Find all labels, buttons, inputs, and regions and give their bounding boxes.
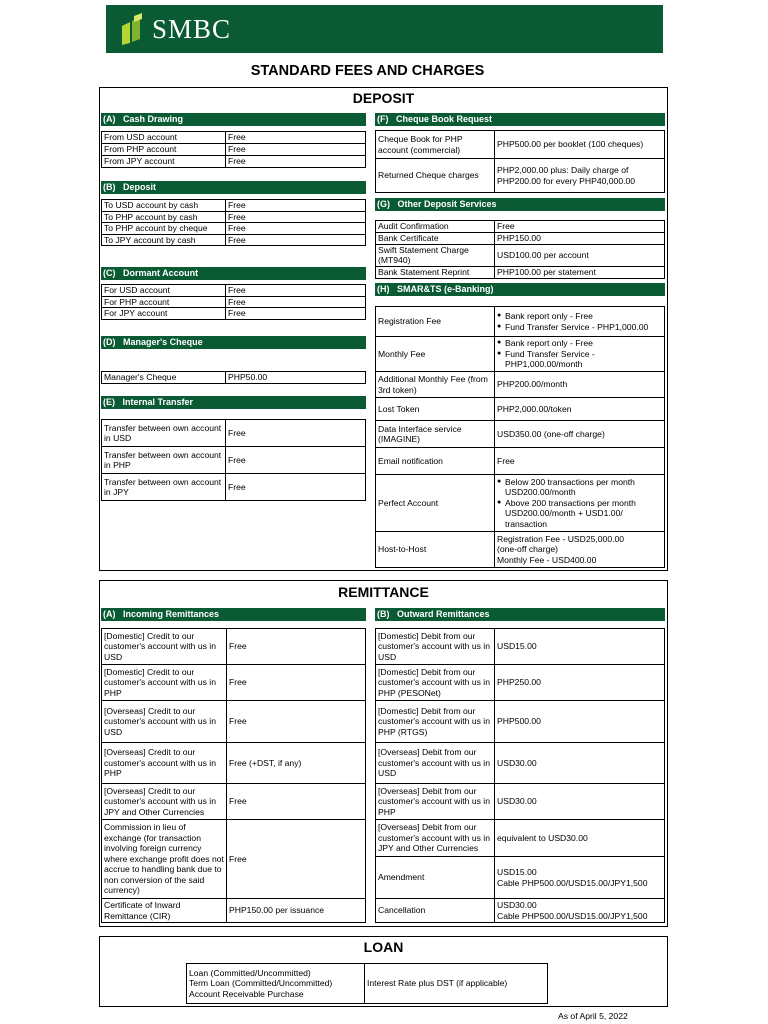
fee-label: Manager's Cheque [102,372,226,384]
loan-table [186,963,548,1004]
fee-value: Free [227,701,366,743]
fee-value: Free [227,784,366,820]
smbc-logo [120,13,231,45]
table-row [102,899,366,923]
managers-cheque-header: (D) Manager's Cheque [101,336,366,349]
tier-detail: USD200.00/month + USD1.00/ transaction [505,508,623,529]
smbc-logo-mark-icon [120,13,144,45]
fee-value: Free [495,448,665,475]
cash-drawing-table [101,131,366,168]
table-row [376,743,665,784]
table-row [102,629,366,665]
fee-value: Free [227,665,366,701]
fee-label: Cancellation [376,899,495,923]
deposit-header: (B) Deposit [101,181,366,194]
smarts-table [375,306,665,568]
tier-head: Above 200 transactions per month [505,497,636,508]
tier-detail: USD200.00/month [505,487,576,498]
smbc-banner [106,5,663,53]
fee-label: [Domestic] Debit from our customer's account with us in PHP (RTGS) [376,701,495,743]
list-item: ● Bank report only - Free [497,311,662,321]
fee-label: Amendment [376,857,495,899]
as-of-date: As of April 5, 2022 [558,1011,628,1021]
table-row [376,629,665,665]
fee-label: Commission in lieu of exchange (for transaction involving foreign currency where exchange profit does not accrue to handling bank due to non conversion of the said currency) [102,820,227,899]
fee-label: Cheque Book for PHP account (commercial) [376,131,495,159]
fee-line: USD30.00 [497,900,537,911]
fee-label: To USD account by cash [102,200,226,212]
fee-label: From JPY account [102,156,226,168]
table-row [187,964,548,1004]
fee-label: Bank Statement Reprint [376,266,495,278]
fee-value: Free [226,132,366,144]
fee-value: Free (+DST, if any) [227,743,366,784]
list-item [497,477,662,498]
fee-value: Free [226,200,366,212]
fee-line: Cable PHP500.00/USD15.00/JPY1,500 [497,877,648,888]
fee-label: Data Interface service (IMAGINE) [376,421,495,448]
fee-value: USD30.00 [495,743,665,784]
fee-value: PHP100.00 per statement [495,266,665,278]
fee-value: Free [226,144,366,156]
fee-label: To PHP account by cash [102,211,226,223]
fee-value: Free [227,629,366,665]
table-row [376,421,665,448]
table-row [376,398,665,421]
fee-value: Free [226,474,366,501]
loan-type: Loan (Committed/Uncommitted) [189,967,311,978]
dormant-account-table [101,284,366,320]
fee-label: Additional Monthly Fee (from 3rd token) [376,372,495,398]
table-row [102,156,366,168]
fee-label: For JPY account [102,308,226,320]
fee-value: Free [226,223,366,235]
fee-value: Free [227,820,366,899]
fee-value: Free [495,221,665,233]
other-deposit-table [375,220,665,279]
fee-value [495,475,665,532]
fee-label: Registration Fee [376,307,495,337]
table-row [376,857,665,899]
fee-label: [Domestic] Credit to our customer's account with us in PHP [102,665,227,701]
fee-value: USD30.00 [495,784,665,820]
fee-value: Free [226,285,366,297]
fee-value: PHP150.00 per issuance [227,899,366,923]
fee-value: Free [226,234,366,246]
fee-value: Interest Rate plus DST (if applicable) [365,964,548,1004]
loan-type: Term Loan (Committed/Uncommitted) [189,978,333,989]
incoming-remittances-table [101,628,366,923]
fee-label: [Domestic] Debit from our customer's account with us in PHP (PESONet) [376,665,495,701]
table-row [102,200,366,212]
dormant-account-header: (C) Dormant Account [101,267,366,280]
table-row [102,132,366,144]
fee-value: PHP50.00 [226,372,366,384]
table-row [102,784,366,820]
fee-value: equivalent to USD30.00 [495,820,665,857]
fee-label: [Overseas] Debit from our customer's account with us in USD [376,743,495,784]
table-row [102,701,366,743]
fee-value: USD350.00 (one-off charge) [495,421,665,448]
fee-label: Swift Statement Charge (MT940) [376,245,495,267]
fee-value: PHP2,000.00 plus: Daily charge of PHP200.00 for every PHP40,000.00 [495,159,665,193]
table-row [102,743,366,784]
cheque-book-table [375,130,665,193]
table-row [102,372,366,384]
fee-value [495,857,665,899]
table-row [102,308,366,320]
table-row [102,211,366,223]
fee-label: Lost Token [376,398,495,421]
table-row [376,448,665,475]
fee-value: PHP200.00/month [495,372,665,398]
fee-label: Host-to-Host [376,532,495,568]
table-row [376,899,665,923]
tier-head: Below 200 transactions per month [505,476,635,487]
list-item [497,498,662,529]
table-row [376,233,665,245]
fee-label: [Overseas] Credit to our customer's account with us in PHP [102,743,227,784]
table-row [376,784,665,820]
loan-title: LOAN [363,939,404,955]
fee-label: From USD account [102,132,226,144]
loan-section [99,936,668,1007]
table-row [376,372,665,398]
fee-label: To JPY account by cash [102,234,226,246]
fee-line: Registration Fee - USD25,000.00 [497,533,625,544]
table-row [102,285,366,297]
deposit-table [101,199,366,246]
table-row [376,159,665,193]
fee-value: Free [226,447,366,474]
table-row [376,820,665,857]
table-row [376,266,665,278]
table-row [102,820,366,899]
table-row [376,475,665,532]
fee-line: USD15.00 [497,867,537,878]
fee-label: Monthly Fee [376,337,495,372]
fee-value: PHP150.00 [495,233,665,245]
outward-remittances-table [375,628,665,923]
table-row [102,447,366,474]
table-row [102,665,366,701]
fee-value: Free [226,420,366,447]
table-row [376,532,665,568]
remittance-title: REMITTANCE [338,584,429,600]
cheque-book-header: (F) Cheque Book Request [375,113,665,126]
fee-value [495,899,665,923]
fee-label: From PHP account [102,144,226,156]
table-row [376,337,665,372]
list-item: ● Bank report only - Free [497,338,662,348]
fee-value: USD100.00 per account [495,245,665,267]
fee-label: Audit Confirmation [376,221,495,233]
fee-label [187,964,365,1004]
smbc-logo-text: SMBC [152,13,232,44]
table-row [376,307,665,337]
fee-label: Perfect Account [376,475,495,532]
smarts-header: (H) SMAR&TS (e-Banking) [375,283,665,296]
fee-value [495,337,665,372]
fee-label: For PHP account [102,296,226,308]
fee-value: Free [226,296,366,308]
fee-value: PHP2,000.00/token [495,398,665,421]
table-row [102,296,366,308]
document-title: STANDARD FEES AND CHARGES [250,63,485,79]
loan-type: Account Receivable Purchase [189,988,304,999]
table-row [376,131,665,159]
internal-transfer-header: (E) Internal Transfer [101,396,366,409]
fee-label: Returned Cheque charges [376,159,495,193]
fee-line: (one-off charge) [497,544,558,555]
fee-value: PHP250.00 [495,665,665,701]
table-row [102,234,366,246]
fee-label: [Domestic] Credit to our customer's account with us in USD [102,629,227,665]
fee-value [495,307,665,337]
table-row [102,474,366,501]
other-deposit-header: (G) Other Deposit Services [375,198,665,211]
remittance-section [99,580,668,927]
fee-label: [Overseas] Credit to our customer's account with us in JPY and Other Currencies [102,784,227,820]
list-item: ● Fund Transfer Service - PHP1,000.00 [497,322,662,332]
fee-label: [Overseas] Credit to our customer's account with us in USD [102,701,227,743]
cash-drawing-header: (A) Cash Drawing [101,113,366,126]
fee-label: Email notification [376,448,495,475]
fee-value: Free [226,211,366,223]
fee-label: Transfer between own account in USD [102,420,226,447]
fee-label: To PHP account by cheque [102,223,226,235]
fee-label: Certificate of Inward Remittance (CIR) [102,899,227,923]
fee-label: [Overseas] Debit from our customer's account with us in JPY and Other Currencies [376,820,495,857]
fee-value: USD15.00 [495,629,665,665]
fee-label: Bank Certificate [376,233,495,245]
fee-label: For USD account [102,285,226,297]
fee-label: [Overseas] Debit from our customer's account with us in PHP [376,784,495,820]
outward-remittances-header: (B) Outward Remittances [375,608,665,621]
table-row [376,245,665,267]
table-row [102,420,366,447]
fee-value: Free [226,156,366,168]
table-row [102,223,366,235]
fee-line: Cable PHP500.00/USD15.00/JPY1,500 [497,910,648,921]
fee-label: [Domestic] Debit from our customer's account with us in USD [376,629,495,665]
internal-transfer-table [101,419,366,501]
deposit-section [99,87,668,571]
fee-value [495,532,665,568]
fee-value: PHP500.00 [495,701,665,743]
fee-value: Free [226,308,366,320]
table-row [376,665,665,701]
table-row [376,701,665,743]
table-row [102,144,366,156]
list-item: ● Fund Transfer Service - PHP1,000.00/month [497,349,662,370]
managers-cheque-table [101,371,366,384]
fee-label: Transfer between own account in PHP [102,447,226,474]
fee-line: Monthly Fee - USD400.00 [497,554,597,565]
table-row [376,221,665,233]
fee-label: Transfer between own account in JPY [102,474,226,501]
deposit-title: DEPOSIT [352,90,415,106]
fee-value: PHP500.00 per booklet (100 cheques) [495,131,665,159]
incoming-remittances-header: (A) Incoming Remittances [101,608,366,621]
